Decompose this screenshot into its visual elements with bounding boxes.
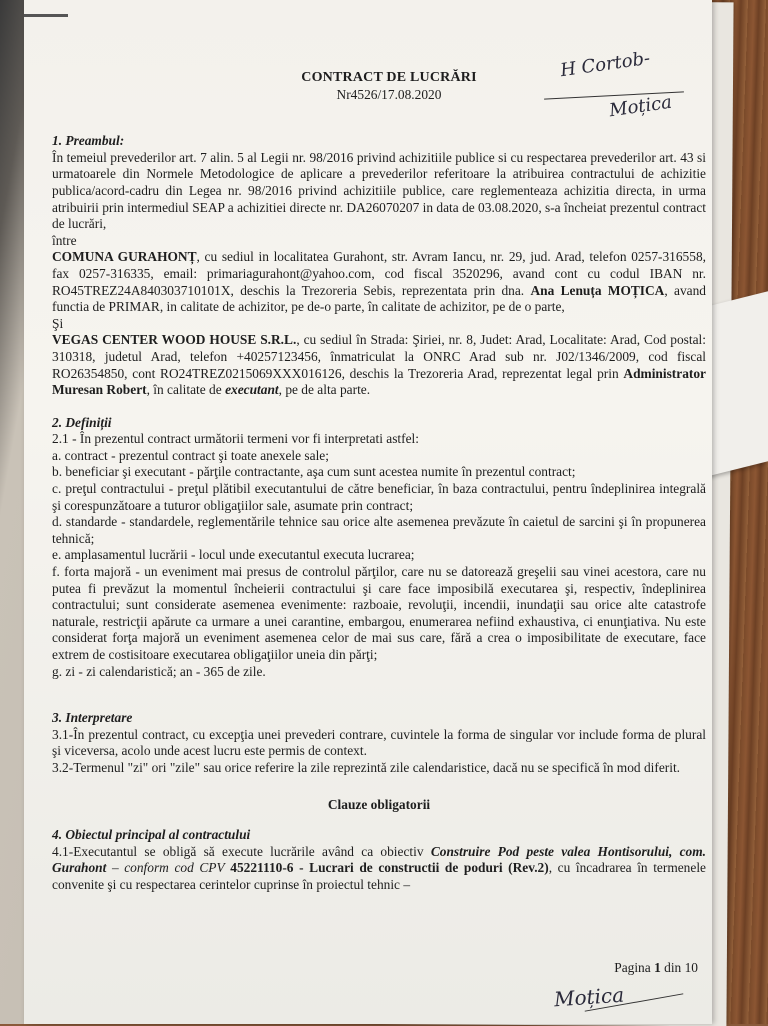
object-intro: 4.1-Executantul se obligă să execute lucrările având ca obiectiv [52,843,424,859]
party-2-role-prefix: , în calitate de [146,382,222,398]
definition-line: g. zi - zi calendaristică; an - 365 de zile. [52,663,266,679]
party-1-role: , avand functia de PRIMAR, in calitate de achizitor, pe de-o parte, în calitate de achizitor, pe de o parte, [52,282,706,315]
party-2-role: executant [225,382,279,398]
party-1-details: , cu sediul in localitatea Gurahont, str. Avram Iancu, nr. 29, jud. Arad, telefon 0257-316558, fax 0257-316335, email: primariagurahont@yahoo.com, cod fiscal 3520296, avand cont cu codul IBAN nr. RO45TREZ24A840303710101X, deschis la Trezoreria Sebis, reprezentata prin dna. [52,249,706,298]
title-block [72,70,706,103]
mandatory-clauses-heading: Clauze obligatorii [327,796,431,812]
and-word: Şi [52,315,64,331]
section-1-title: 1. Preambul: [52,133,125,149]
page-total: 10 [684,960,698,975]
contract-number: Nr4526/17.08.2020 [336,86,442,102]
party-1-name: COMUNA GURAHONȚ [52,249,197,265]
definition-line: c. preţul contractului - preţul plătibil executantului de către beneficiar, în baza contractului, pentru îndeplinirea integrală şi corespunzătoare a tuturor obligaţiilor sale, asumate prin contract; [52,481,706,513]
cpv-code: 45221110-6 - Lucrari de constructii de poduri (Rev.2) [230,860,549,876]
definition-line: a. contract - prezentul contract şi toate anexele sale; [52,447,329,463]
document-title: CONTRACT DE LUCRĂRI [301,70,477,85]
definition-line: f. forta majoră - un eveniment mai presus de controlul părţilor, care nu se datorează greşelii sau vinei acestora, care nu putea fi prevăzut la momentul încheierii contractului şi care face imposibilă executarea şi, respectiv, îndeplinirea contractului; sunt considerate asemenea evenimente: razboaie, revoluţii, incendii, inundaţii sau orice alte catastrofe naturale, restricţii apărute ca urmare a unei carantine, embargou, enumerarea nefiind exhaustiva, ci enunţiativa. Nu este considerat forţa majoră un eveniment asemenea celor de mai sus care, fără a crea o imposibilitate de executare, face extrem de costisitoare executarea obligaţiilor uneia din părţi; [52,564,706,662]
page-label: Pagina [614,960,651,975]
party-2-details: , cu sediul în Strada: Şiriei, nr. 8, Judet: Arad, Localitate: Arad, Cod postal: 310318, judetul Arad, telefon +40257123456, înmatriculat la ONRC Arad sub nr. J02/1346/2009, cod fiscal RO26354850, cont RO24TREZ0215069XXX016126, deschis la Trezoreria Arad, reprezentat legal prin [52,332,706,381]
definition-line: d. standarde - standardele, reglementările tehnice sau orice alte asemenea prevăzute în caietul de sarcini şi în propunerea tehnică; [52,514,706,546]
party-2-end: , pe de alta parte. [278,382,371,398]
object-end: , cu încadrarea în termenele convenite şi cu respectarea cerintelor cuprinse în proiectul tehnic – [52,860,706,892]
definition-line: b. beneficiar şi executant - părţile contractante, aşa cum sunt acestea numite în prezentul contract; [52,464,576,480]
object-paragraph [52,844,706,894]
handwritten-signature-top: Moțica [607,91,674,122]
section-3-title: 3. Interpretare [52,710,133,726]
preamble-paragraph: În temeiul prevederilor art. 7 alin. 5 al Legii nr. 98/2016 privind achizitiile publice si cu respectarea prevederilor art. 43 si urmatoarele din Normele Metodologice de aplicare a prevederilor referitoare la atribuirea contractului de achizitie publica/acord-cadru din Legea nr. 98/2016 privind achizitiile publice, care reglementeaza achizitia directa, in urma atribuirii prin intermediul SEAP a achizitiei directe nr. DA26070207 in data de 03.08.2020, s-a încheiat prezentul contract de lucrări, [52,149,706,232]
handwritten-note: H Cortob- [558,47,652,82]
staple-mark [24,14,68,17]
interpretation-line: 3.2-Termenul "zi" ori "zile" sau orice referire la zile reprezintă zile calendaristice, dacă nu se specifică în mod diferit. [52,759,681,775]
handwritten-signature-bottom: Moțica [553,982,625,1012]
page-number: 1 [654,960,661,975]
document-body [52,70,706,894]
cpv-label: CPV [199,860,225,876]
party-2-paragraph [52,332,706,398]
party-2-name: VEGAS CENTER WOOD HOUSE S.R.L. [52,332,297,348]
section-4-title: 4. Obiectul principal al contractului [52,827,251,843]
definition-line: e. amplasamentul lucrării - locul unde executantul executa lucrarea; [52,547,415,563]
object-conform: – conform cod [111,860,194,876]
page-sep: din [664,960,682,975]
page-footer [614,960,698,976]
between-word: între [52,232,77,248]
section-2-title: 2. Definiții [52,414,112,430]
definition-line: 2.1 - În prezentul contract următorii termeni vor fi interpretati astfel: [52,431,419,447]
party-1-paragraph [52,249,706,315]
party-1-representative: Ana Lenuța MOȚICA [530,282,665,298]
contract-page [24,0,712,1024]
party-2-representative: Administrator Muresan Robert [52,365,706,398]
object-name: Construire Pod peste valea Hontisorului, com. Gurahont [52,843,707,876]
interpretation-line: 3.1-În prezentul contract, cu excepţia unei prevederi contrare, cuvintele la forma de singular vor include forma de plural şi viceversa, acolo unde acest lucru este permis de context. [52,726,706,759]
